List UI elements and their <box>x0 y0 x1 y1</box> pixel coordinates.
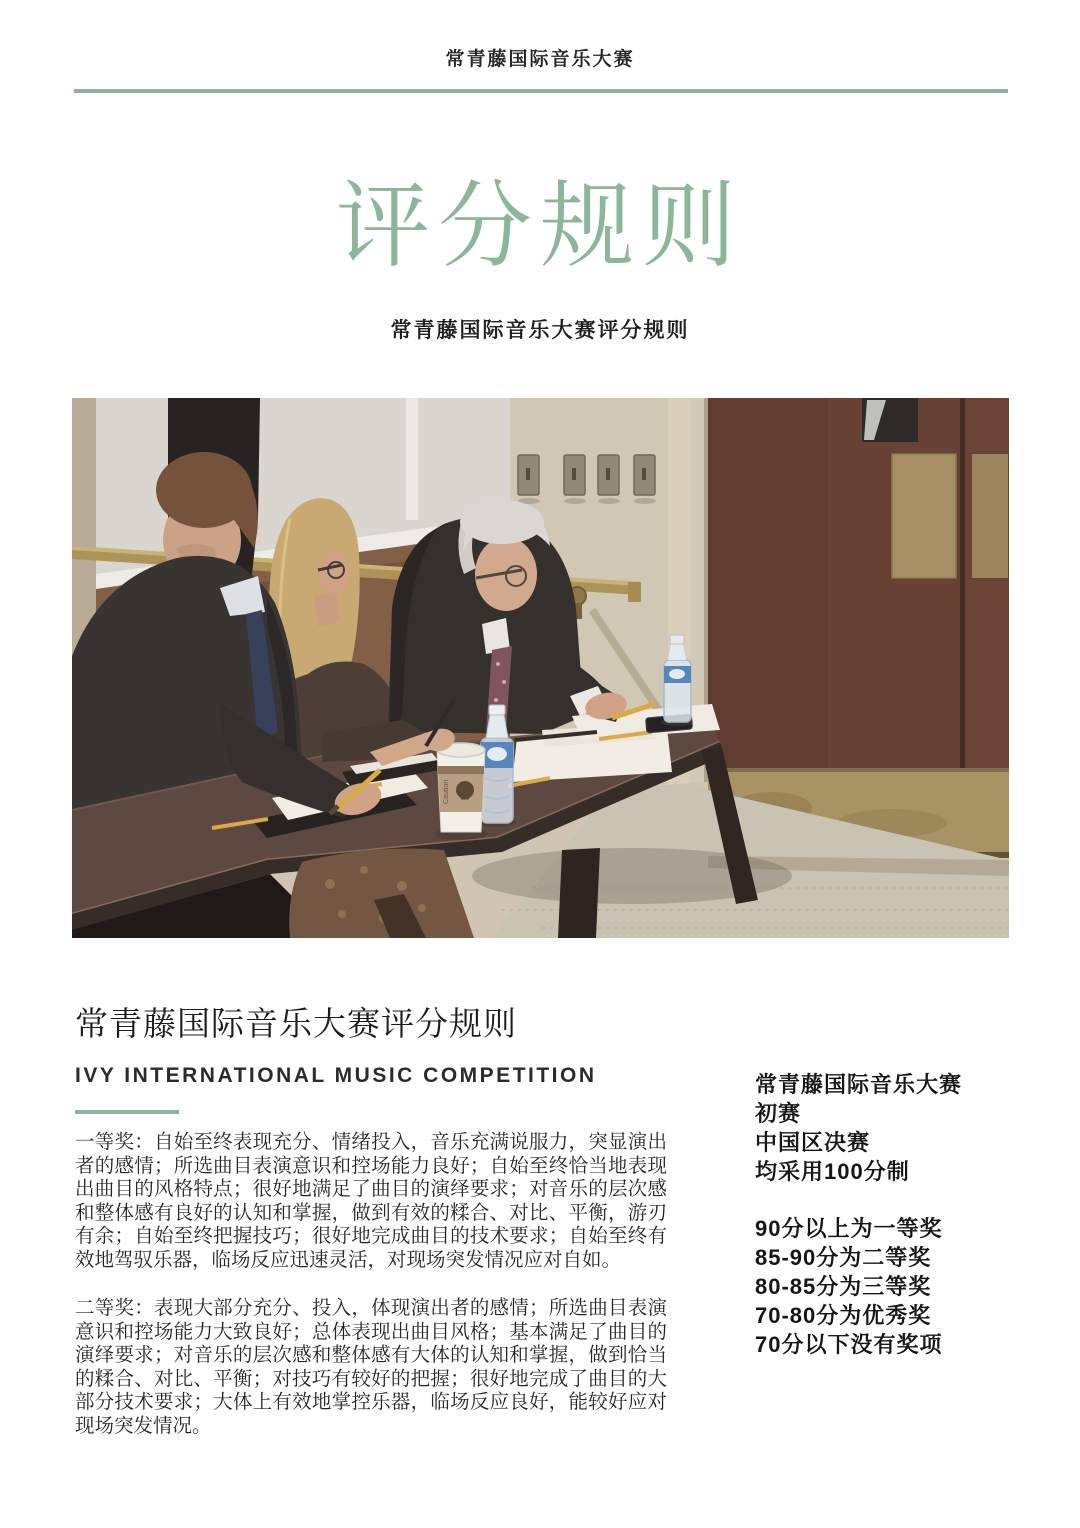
second-prize-paragraph: 二等奖：表现大部分充分、投入，体现演出者的感情；所选曲目表演意识和控场能力大致良好；总体表现出曲目风格；基本满足了曲目的演绎要求；对音乐的层次感和整体感有大体的认知和掌握，做到恰当的糅合、对比、平衡；对技巧有较好的把握；很好地完成了曲目的大部分技术要求；大体上有效地掌控乐器，临场反应良好，能较好应对现场突发情况。 <box>75 1297 667 1437</box>
score-rule-line: 70-80分为优秀奖 <box>755 1303 932 1328</box>
stage-line: 常青藤国际音乐大赛 <box>755 1072 963 1097</box>
accent-dash <box>75 1110 179 1114</box>
stage-line: 中国区决赛 <box>755 1130 871 1155</box>
score-rule-line: 85-90分为二等奖 <box>755 1245 932 1270</box>
score-rule-line: 90分以上为一等奖 <box>755 1216 943 1241</box>
stage-line: 初赛 <box>755 1101 802 1126</box>
cup-caution-text: Caution <box>443 779 450 804</box>
score-rule-line: 80-85分为三等奖 <box>755 1274 932 1299</box>
score-summary <box>755 1070 1007 1359</box>
prize-criteria <box>75 1131 667 1463</box>
judges-photo-illustration <box>72 398 1009 938</box>
section-subheading-en: IVY INTERNATIONAL MUSIC COMPETITION <box>75 1064 597 1087</box>
score-rule-line: 70分以下没有奖项 <box>755 1332 943 1357</box>
photo-tint-overlay <box>72 398 1009 938</box>
header-divider <box>74 89 1008 93</box>
stage-line: 均采用100分制 <box>755 1159 910 1184</box>
first-prize-paragraph: 一等奖：自始至终表现充分、情绪投入，音乐充满说服力，突显演出者的感情；所选曲目表演意识和控场能力良好；自始至终恰当地表现出曲目的风格特点；很好地满足了曲目的演绎要求；对音乐的层次感和整体感有良好的认知和掌握，做到有效的糅合、对比、平衡，游刃有余；自始至终把握技巧；很好地完成曲目的技术要求；自始至终有效地驾驭乐器，临场反应迅速灵活，对现场突发情况应对自如。 <box>75 1131 667 1271</box>
score-rules-block <box>755 1214 1007 1359</box>
hero-title: 评分规则 <box>335 173 744 278</box>
page-header-title: 常青藤国际音乐大赛 <box>445 49 635 70</box>
hero-subtitle: 常青藤国际音乐大赛评分规则 <box>390 319 690 342</box>
section-heading: 常青藤国际音乐大赛评分规则 <box>75 1005 517 1042</box>
judges-photo <box>72 398 1009 938</box>
competition-stages-block <box>755 1070 1007 1186</box>
